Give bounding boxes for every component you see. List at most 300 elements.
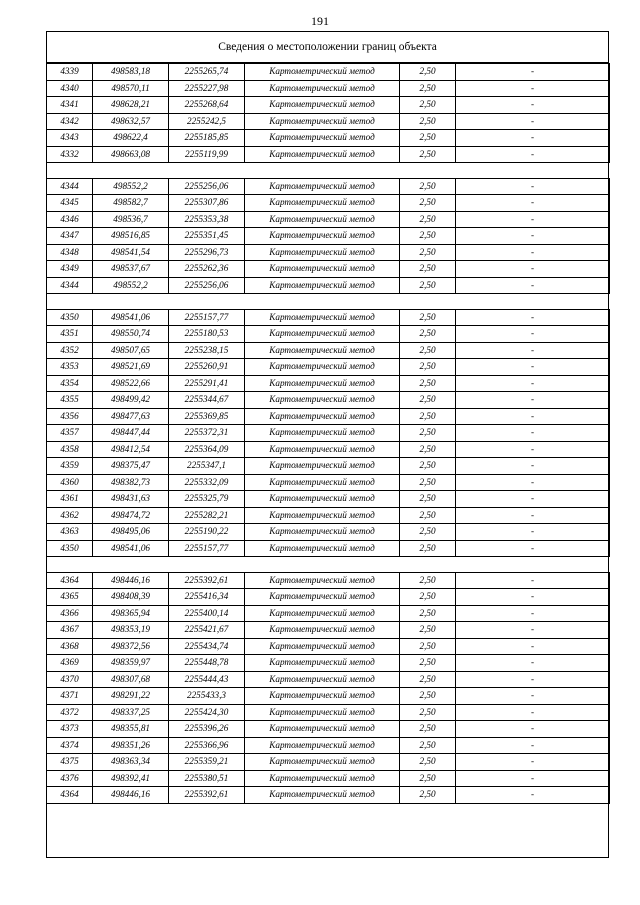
x-coordinate-cell: 498446,16: [93, 572, 169, 589]
x-coordinate-cell: 498541,06: [93, 540, 169, 557]
accuracy-cell: 2,50: [400, 375, 456, 392]
x-coordinate-cell: 498477,63: [93, 408, 169, 425]
accuracy-cell: 2,50: [400, 97, 456, 114]
table-row: [47, 130, 610, 147]
x-coordinate-cell: 498507,65: [93, 342, 169, 359]
accuracy-cell: 2,50: [400, 441, 456, 458]
x-coordinate-cell: 498499,42: [93, 392, 169, 409]
point-number-cell: 4370: [47, 671, 93, 688]
point-number-cell: 4367: [47, 622, 93, 639]
note-cell: -: [456, 64, 610, 81]
note-cell: -: [456, 589, 610, 606]
method-cell: Картометрический метод: [245, 326, 400, 343]
method-cell: Картометрический метод: [245, 622, 400, 639]
note-cell: -: [456, 113, 610, 130]
accuracy-cell: 2,50: [400, 770, 456, 787]
table-row: [47, 113, 610, 130]
x-coordinate-cell: 498536,7: [93, 211, 169, 228]
x-coordinate-cell: 498583,18: [93, 64, 169, 81]
x-coordinate-cell: 498552,2: [93, 277, 169, 294]
y-coordinate-cell: 2255351,45: [169, 228, 245, 245]
method-cell: Картометрический метод: [245, 638, 400, 655]
accuracy-cell: 2,50: [400, 671, 456, 688]
method-cell: Картометрический метод: [245, 589, 400, 606]
note-cell: -: [456, 408, 610, 425]
separator-cell: [47, 163, 610, 179]
point-number-cell: 4344: [47, 277, 93, 294]
note-cell: -: [456, 277, 610, 294]
table-row: [47, 228, 610, 245]
point-number-cell: 4376: [47, 770, 93, 787]
point-number-cell: 4359: [47, 458, 93, 475]
point-number-cell: 4351: [47, 326, 93, 343]
point-number-cell: 4347: [47, 228, 93, 245]
x-coordinate-cell: 498522,66: [93, 375, 169, 392]
accuracy-cell: 2,50: [400, 244, 456, 261]
table-row: [47, 540, 610, 557]
point-number-cell: 4339: [47, 64, 93, 81]
point-number-cell: 4357: [47, 425, 93, 442]
method-cell: Картометрический метод: [245, 605, 400, 622]
table-row: [47, 474, 610, 491]
note-cell: -: [456, 195, 610, 212]
x-coordinate-cell: 498353,19: [93, 622, 169, 639]
x-coordinate-cell: 498337,25: [93, 704, 169, 721]
method-cell: Картометрический метод: [245, 524, 400, 541]
method-cell: Картометрический метод: [245, 211, 400, 228]
note-cell: -: [456, 540, 610, 557]
point-number-cell: 4348: [47, 244, 93, 261]
y-coordinate-cell: 2255347,1: [169, 458, 245, 475]
note-cell: -: [456, 572, 610, 589]
method-cell: Картометрический метод: [245, 770, 400, 787]
table-row: [47, 261, 610, 278]
note-cell: -: [456, 507, 610, 524]
y-coordinate-cell: 2255416,34: [169, 589, 245, 606]
method-cell: Картометрический метод: [245, 754, 400, 771]
x-coordinate-cell: 498622,4: [93, 130, 169, 147]
table-row: [47, 441, 610, 458]
y-coordinate-cell: 2255366,96: [169, 737, 245, 754]
method-cell: Картометрический метод: [245, 737, 400, 754]
note-cell: -: [456, 524, 610, 541]
method-cell: Картометрический метод: [245, 474, 400, 491]
method-cell: Картометрический метод: [245, 540, 400, 557]
method-cell: Картометрический метод: [245, 113, 400, 130]
x-coordinate-cell: 498537,67: [93, 261, 169, 278]
table-row: [47, 770, 610, 787]
point-number-cell: 4352: [47, 342, 93, 359]
accuracy-cell: 2,50: [400, 737, 456, 754]
x-coordinate-cell: 498408,39: [93, 589, 169, 606]
table-row: [47, 638, 610, 655]
x-coordinate-cell: 498375,47: [93, 458, 169, 475]
accuracy-cell: 2,50: [400, 704, 456, 721]
point-number-cell: 4368: [47, 638, 93, 655]
accuracy-cell: 2,50: [400, 261, 456, 278]
accuracy-cell: 2,50: [400, 474, 456, 491]
y-coordinate-cell: 2255296,73: [169, 244, 245, 261]
point-number-cell: 4372: [47, 704, 93, 721]
x-coordinate-cell: 498663,08: [93, 146, 169, 163]
accuracy-cell: 2,50: [400, 589, 456, 606]
table-row: [47, 605, 610, 622]
accuracy-cell: 2,50: [400, 754, 456, 771]
method-cell: Картометрический метод: [245, 655, 400, 672]
x-coordinate-cell: 498446,16: [93, 787, 169, 804]
y-coordinate-cell: 2255265,74: [169, 64, 245, 81]
accuracy-cell: 2,50: [400, 211, 456, 228]
accuracy-cell: 2,50: [400, 721, 456, 738]
table-row: [47, 589, 610, 606]
method-cell: Картометрический метод: [245, 671, 400, 688]
table-row: [47, 622, 610, 639]
y-coordinate-cell: 2255392,61: [169, 787, 245, 804]
note-cell: -: [456, 458, 610, 475]
y-coordinate-cell: 2255392,61: [169, 572, 245, 589]
table-row: [47, 80, 610, 97]
accuracy-cell: 2,50: [400, 507, 456, 524]
x-coordinate-cell: 498412,54: [93, 441, 169, 458]
y-coordinate-cell: 2255344,67: [169, 392, 245, 409]
method-cell: Картометрический метод: [245, 425, 400, 442]
y-coordinate-cell: 2255434,74: [169, 638, 245, 655]
point-number-cell: 4358: [47, 441, 93, 458]
accuracy-cell: 2,50: [400, 655, 456, 672]
method-cell: Картометрический метод: [245, 195, 400, 212]
y-coordinate-cell: 2255359,21: [169, 754, 245, 771]
point-number-cell: 4332: [47, 146, 93, 163]
x-coordinate-cell: 498632,57: [93, 113, 169, 130]
table-row: [47, 737, 610, 754]
y-coordinate-cell: 2255242,5: [169, 113, 245, 130]
y-coordinate-cell: 2255185,85: [169, 130, 245, 147]
table-row: [47, 524, 610, 541]
table-row: [47, 375, 610, 392]
y-coordinate-cell: 2255396,26: [169, 721, 245, 738]
note-cell: -: [456, 211, 610, 228]
method-cell: Картометрический метод: [245, 704, 400, 721]
table-row: [47, 704, 610, 721]
y-coordinate-cell: 2255238,15: [169, 342, 245, 359]
table-row: [47, 195, 610, 212]
y-coordinate-cell: 2255332,09: [169, 474, 245, 491]
point-number-cell: 4350: [47, 309, 93, 326]
point-number-cell: 4364: [47, 572, 93, 589]
note-cell: -: [456, 737, 610, 754]
accuracy-cell: 2,50: [400, 408, 456, 425]
table-row: [47, 688, 610, 705]
x-coordinate-cell: 498521,69: [93, 359, 169, 376]
y-coordinate-cell: 2255157,77: [169, 540, 245, 557]
note-cell: -: [456, 787, 610, 804]
note-cell: -: [456, 359, 610, 376]
y-coordinate-cell: 2255448,78: [169, 655, 245, 672]
coordinates-table-body: [47, 64, 610, 804]
accuracy-cell: 2,50: [400, 146, 456, 163]
accuracy-cell: 2,50: [400, 787, 456, 804]
y-coordinate-cell: 2255119,99: [169, 146, 245, 163]
method-cell: Картометрический метод: [245, 146, 400, 163]
point-number-cell: 4375: [47, 754, 93, 771]
y-coordinate-cell: 2255353,38: [169, 211, 245, 228]
table-row: [47, 392, 610, 409]
accuracy-cell: 2,50: [400, 277, 456, 294]
x-coordinate-cell: 498447,44: [93, 425, 169, 442]
table-row: [47, 671, 610, 688]
accuracy-cell: 2,50: [400, 195, 456, 212]
point-number-cell: 4361: [47, 491, 93, 508]
note-cell: -: [456, 622, 610, 639]
x-coordinate-cell: 498431,63: [93, 491, 169, 508]
accuracy-cell: 2,50: [400, 113, 456, 130]
point-number-cell: 4349: [47, 261, 93, 278]
y-coordinate-cell: 2255444,43: [169, 671, 245, 688]
group-separator: [47, 557, 610, 573]
method-cell: Картометрический метод: [245, 342, 400, 359]
method-cell: Картометрический метод: [245, 178, 400, 195]
table-row: [47, 178, 610, 195]
note-cell: -: [456, 721, 610, 738]
y-coordinate-cell: 2255421,67: [169, 622, 245, 639]
table-row: [47, 491, 610, 508]
table-row: [47, 458, 610, 475]
x-coordinate-cell: 498628,21: [93, 97, 169, 114]
table-row: [47, 655, 610, 672]
table-row: [47, 787, 610, 804]
note-cell: -: [456, 605, 610, 622]
note-cell: -: [456, 178, 610, 195]
point-number-cell: 4365: [47, 589, 93, 606]
point-number-cell: 4374: [47, 737, 93, 754]
table-row: [47, 425, 610, 442]
note-cell: -: [456, 244, 610, 261]
table-row: [47, 309, 610, 326]
method-cell: Картометрический метод: [245, 392, 400, 409]
table-row: [47, 244, 610, 261]
accuracy-cell: 2,50: [400, 178, 456, 195]
coordinates-sheet: [46, 31, 609, 858]
note-cell: -: [456, 375, 610, 392]
y-coordinate-cell: 2255157,77: [169, 309, 245, 326]
note-cell: -: [456, 491, 610, 508]
note-cell: -: [456, 392, 610, 409]
y-coordinate-cell: 2255325,79: [169, 491, 245, 508]
point-number-cell: 4353: [47, 359, 93, 376]
accuracy-cell: 2,50: [400, 425, 456, 442]
y-coordinate-cell: 2255369,85: [169, 408, 245, 425]
accuracy-cell: 2,50: [400, 524, 456, 541]
accuracy-cell: 2,50: [400, 605, 456, 622]
y-coordinate-cell: 2255380,51: [169, 770, 245, 787]
point-number-cell: 4345: [47, 195, 93, 212]
accuracy-cell: 2,50: [400, 309, 456, 326]
method-cell: Картометрический метод: [245, 130, 400, 147]
method-cell: Картометрический метод: [245, 97, 400, 114]
x-coordinate-cell: 498372,56: [93, 638, 169, 655]
method-cell: Картометрический метод: [245, 688, 400, 705]
accuracy-cell: 2,50: [400, 572, 456, 589]
note-cell: -: [456, 425, 610, 442]
x-coordinate-cell: 498307,68: [93, 671, 169, 688]
accuracy-cell: 2,50: [400, 491, 456, 508]
accuracy-cell: 2,50: [400, 392, 456, 409]
accuracy-cell: 2,50: [400, 359, 456, 376]
y-coordinate-cell: 2255260,91: [169, 359, 245, 376]
note-cell: -: [456, 655, 610, 672]
x-coordinate-cell: 498392,41: [93, 770, 169, 787]
x-coordinate-cell: 498382,73: [93, 474, 169, 491]
method-cell: Картометрический метод: [245, 491, 400, 508]
method-cell: Картометрический метод: [245, 244, 400, 261]
method-cell: Картометрический метод: [245, 408, 400, 425]
x-coordinate-cell: 498541,54: [93, 244, 169, 261]
note-cell: -: [456, 754, 610, 771]
x-coordinate-cell: 498355,81: [93, 721, 169, 738]
point-number-cell: 4354: [47, 375, 93, 392]
method-cell: Картометрический метод: [245, 228, 400, 245]
group-separator: [47, 163, 610, 179]
x-coordinate-cell: 498570,11: [93, 80, 169, 97]
point-number-cell: 4342: [47, 113, 93, 130]
table-row: [47, 408, 610, 425]
accuracy-cell: 2,50: [400, 228, 456, 245]
x-coordinate-cell: 498365,94: [93, 605, 169, 622]
x-coordinate-cell: 498582,7: [93, 195, 169, 212]
point-number-cell: 4344: [47, 178, 93, 195]
table-row: [47, 507, 610, 524]
table-row: [47, 572, 610, 589]
note-cell: -: [456, 326, 610, 343]
point-number-cell: 4355: [47, 392, 93, 409]
point-number-cell: 4341: [47, 97, 93, 114]
accuracy-cell: 2,50: [400, 326, 456, 343]
x-coordinate-cell: 498541,06: [93, 309, 169, 326]
separator-cell: [47, 557, 610, 573]
y-coordinate-cell: 2255433,3: [169, 688, 245, 705]
y-coordinate-cell: 2255424,30: [169, 704, 245, 721]
method-cell: Картометрический метод: [245, 507, 400, 524]
method-cell: Картометрический метод: [245, 441, 400, 458]
method-cell: Картометрический метод: [245, 787, 400, 804]
accuracy-cell: 2,50: [400, 458, 456, 475]
accuracy-cell: 2,50: [400, 342, 456, 359]
note-cell: -: [456, 688, 610, 705]
method-cell: Картометрический метод: [245, 359, 400, 376]
point-number-cell: 4373: [47, 721, 93, 738]
separator-cell: [47, 294, 610, 310]
method-cell: Картометрический метод: [245, 458, 400, 475]
y-coordinate-cell: 2255307,86: [169, 195, 245, 212]
y-coordinate-cell: 2255282,21: [169, 507, 245, 524]
note-cell: -: [456, 80, 610, 97]
table-row: [47, 754, 610, 771]
table-row: [47, 211, 610, 228]
x-coordinate-cell: 498516,85: [93, 228, 169, 245]
note-cell: -: [456, 441, 610, 458]
method-cell: Картометрический метод: [245, 721, 400, 738]
table-row: [47, 342, 610, 359]
note-cell: -: [456, 228, 610, 245]
x-coordinate-cell: 498363,34: [93, 754, 169, 771]
y-coordinate-cell: 2255400,14: [169, 605, 245, 622]
method-cell: Картометрический метод: [245, 572, 400, 589]
note-cell: -: [456, 130, 610, 147]
x-coordinate-cell: 498474,72: [93, 507, 169, 524]
method-cell: Картометрический метод: [245, 375, 400, 392]
y-coordinate-cell: 2255190,22: [169, 524, 245, 541]
accuracy-cell: 2,50: [400, 540, 456, 557]
table-row: [47, 359, 610, 376]
y-coordinate-cell: 2255291,41: [169, 375, 245, 392]
point-number-cell: 4343: [47, 130, 93, 147]
method-cell: Картометрический метод: [245, 80, 400, 97]
page-number: 191: [311, 14, 329, 28]
accuracy-cell: 2,50: [400, 622, 456, 639]
accuracy-cell: 2,50: [400, 638, 456, 655]
note-cell: -: [456, 704, 610, 721]
accuracy-cell: 2,50: [400, 64, 456, 81]
note-cell: -: [456, 770, 610, 787]
y-coordinate-cell: 2255372,31: [169, 425, 245, 442]
method-cell: Картометрический метод: [245, 64, 400, 81]
y-coordinate-cell: 2255256,06: [169, 178, 245, 195]
note-cell: -: [456, 671, 610, 688]
y-coordinate-cell: 2255268,64: [169, 97, 245, 114]
point-number-cell: 4371: [47, 688, 93, 705]
note-cell: -: [456, 146, 610, 163]
accuracy-cell: 2,50: [400, 688, 456, 705]
point-number-cell: 4363: [47, 524, 93, 541]
note-cell: -: [456, 97, 610, 114]
table-row: [47, 146, 610, 163]
x-coordinate-cell: 498291,22: [93, 688, 169, 705]
x-coordinate-cell: 498495,06: [93, 524, 169, 541]
accuracy-cell: 2,50: [400, 80, 456, 97]
method-cell: Картометрический метод: [245, 261, 400, 278]
x-coordinate-cell: 498359,97: [93, 655, 169, 672]
note-cell: -: [456, 474, 610, 491]
table-row: [47, 97, 610, 114]
table-row: [47, 326, 610, 343]
table-row: [47, 64, 610, 81]
x-coordinate-cell: 498550,74: [93, 326, 169, 343]
point-number-cell: 4340: [47, 80, 93, 97]
method-cell: Картометрический метод: [245, 277, 400, 294]
note-cell: -: [456, 261, 610, 278]
table-title: Сведения о местоположении границ объекта: [47, 32, 608, 63]
group-separator: [47, 294, 610, 310]
note-cell: -: [456, 638, 610, 655]
note-cell: -: [456, 342, 610, 359]
y-coordinate-cell: 2255262,36: [169, 261, 245, 278]
point-number-cell: 4366: [47, 605, 93, 622]
point-number-cell: 4350: [47, 540, 93, 557]
point-number-cell: 4356: [47, 408, 93, 425]
table-row: [47, 721, 610, 738]
y-coordinate-cell: 2255180,53: [169, 326, 245, 343]
point-number-cell: 4362: [47, 507, 93, 524]
x-coordinate-cell: 498351,26: [93, 737, 169, 754]
method-cell: Картометрический метод: [245, 309, 400, 326]
point-number-cell: 4360: [47, 474, 93, 491]
x-coordinate-cell: 498552,2: [93, 178, 169, 195]
point-number-cell: 4364: [47, 787, 93, 804]
table-row: [47, 277, 610, 294]
y-coordinate-cell: 2255256,06: [169, 277, 245, 294]
point-number-cell: 4346: [47, 211, 93, 228]
y-coordinate-cell: 2255227,98: [169, 80, 245, 97]
